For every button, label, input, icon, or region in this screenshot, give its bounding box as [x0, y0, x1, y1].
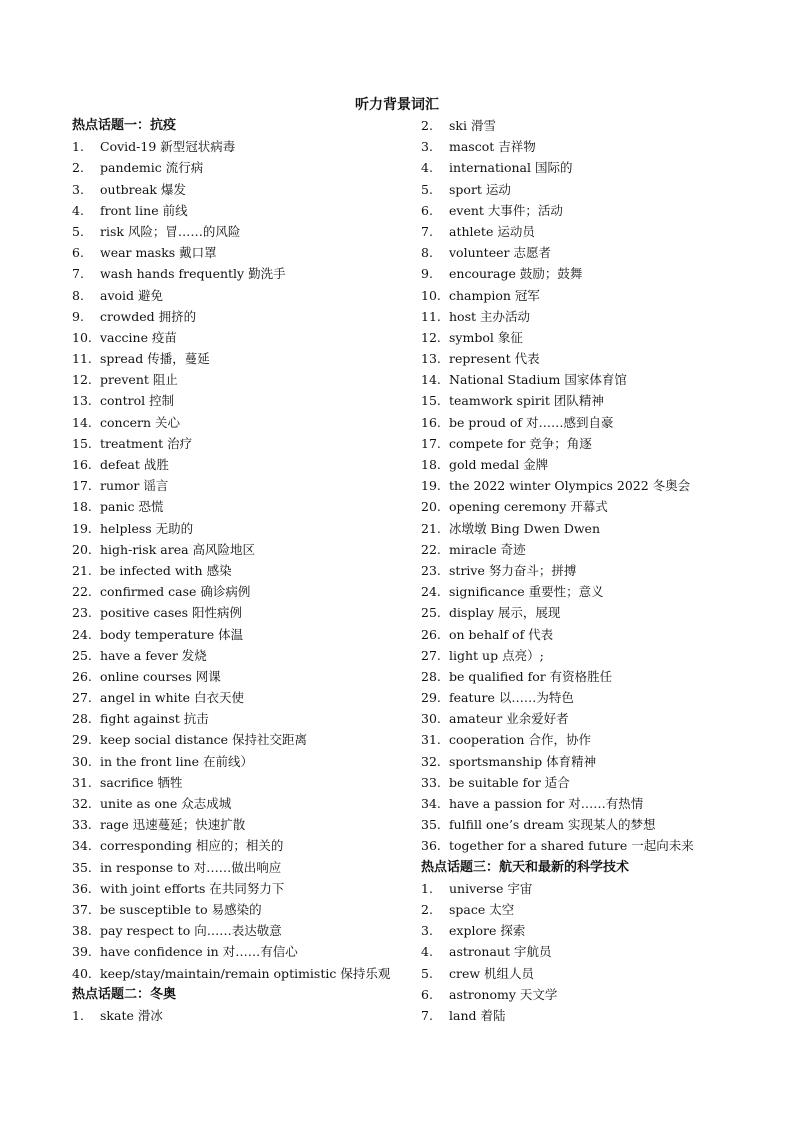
vocab-item — [72, 412, 412, 433]
item-text: front line 前线 — [100, 202, 188, 218]
item-text: the 2022 winter Olympics 2022 冬奥会 — [449, 478, 691, 494]
item-text: compete for 竞争；角逐 — [449, 435, 592, 451]
vocab-item — [421, 115, 751, 136]
item-number: 35. — [72, 859, 92, 875]
item-text: international 国际的 — [449, 160, 573, 176]
item-text: astronomy 天文学 — [449, 986, 558, 1002]
vocab-item — [72, 814, 412, 835]
vocab-item — [421, 920, 751, 941]
item-number: 3. — [421, 139, 433, 155]
item-number: 25. — [72, 647, 92, 663]
vocab-item — [421, 835, 751, 856]
item-text: 冰墩墩 Bing Dwen Dwen — [449, 520, 600, 536]
item-number: 37. — [72, 901, 92, 917]
item-text: feature 以……为特色 — [449, 690, 574, 706]
section-heading: 热点话题三：航天和最新的科学技术 — [421, 859, 630, 875]
vocab-item — [72, 327, 412, 348]
item-text: pandemic 流行病 — [100, 160, 204, 176]
item-number: 34. — [72, 838, 92, 854]
vocab-item — [421, 496, 751, 517]
vocab-item — [421, 179, 751, 200]
vocab-item — [72, 624, 412, 645]
item-text: skate 滑冰 — [100, 1007, 163, 1023]
item-text: miracle 奇迹 — [449, 541, 526, 557]
item-text: mascot 吉祥物 — [449, 139, 536, 155]
vocab-item — [72, 941, 412, 962]
item-number: 3. — [72, 181, 84, 197]
item-text: concern 关心 — [100, 414, 180, 430]
vocab-item — [72, 560, 412, 581]
item-text: sportsmanship 体育精神 — [449, 753, 597, 769]
item-number: 30. — [72, 753, 92, 769]
item-text: rumor 谣言 — [100, 478, 169, 494]
item-number: 15. — [421, 393, 441, 409]
item-text: encourage 鼓励；鼓舞 — [449, 266, 583, 282]
vocab-item — [421, 369, 751, 390]
vocab-item — [72, 666, 412, 687]
vocab-item — [421, 221, 751, 242]
vocab-item — [421, 793, 751, 814]
item-text: body temperature 体温 — [100, 626, 244, 642]
vocab-item — [421, 666, 751, 687]
vocab-item — [72, 496, 412, 517]
item-number: 19. — [421, 478, 441, 494]
vocab-item — [421, 645, 751, 666]
item-number: 23. — [421, 562, 441, 578]
vocab-item — [421, 1005, 751, 1026]
vocab-item — [421, 708, 751, 729]
item-number: 31. — [72, 774, 92, 790]
vocab-item — [421, 242, 751, 263]
vocab-item — [72, 200, 412, 221]
vocab-item — [421, 772, 751, 793]
item-text: keep social distance 保持社交距离 — [100, 732, 308, 748]
item-number: 13. — [421, 351, 441, 367]
item-number: 34. — [421, 796, 441, 811]
section-heading: 热点话题二：冬奥 — [72, 986, 177, 1002]
item-text: rage 迅速蔓延；快速扩散 — [100, 817, 246, 833]
vocab-item — [72, 263, 412, 284]
item-number: 1. — [72, 1007, 84, 1023]
vocab-item — [72, 729, 412, 750]
item-number: 10. — [421, 287, 441, 303]
item-text: light up 点亮）; — [449, 647, 544, 663]
vocab-item — [72, 136, 412, 157]
vocab-item — [421, 390, 751, 411]
item-number: 17. — [421, 435, 441, 451]
vocab-item — [72, 285, 412, 306]
item-text: corresponding 相应的；相关的 — [100, 838, 284, 854]
vocab-item — [72, 708, 412, 729]
item-text: ski 滑雪 — [449, 118, 496, 133]
vocab-item — [72, 835, 412, 856]
item-text: universe 宇宙 — [449, 880, 533, 896]
item-number: 28. — [421, 668, 441, 684]
item-number: 21. — [72, 562, 92, 578]
item-text: control 控制 — [100, 393, 175, 409]
item-text: cooperation 合作，协作 — [449, 732, 591, 748]
vocab-item — [421, 751, 751, 772]
item-text: land 着陆 — [449, 1007, 506, 1023]
item-text: crew 机组人员 — [449, 965, 535, 981]
item-number: 7. — [421, 223, 433, 239]
item-text: avoid 避免 — [100, 287, 164, 303]
item-text: have a fever 发烧 — [100, 647, 207, 663]
vocab-item — [421, 475, 751, 496]
vocab-item — [72, 475, 412, 496]
vocab-item — [72, 602, 412, 623]
item-text: space 太空 — [449, 901, 515, 917]
item-number: 20. — [421, 499, 441, 515]
item-text: in the front line 在前线） — [100, 753, 254, 769]
item-text: champion 冠军 — [449, 287, 540, 303]
item-number: 32. — [72, 796, 92, 811]
vocab-item — [421, 984, 751, 1005]
item-number: 8. — [72, 287, 84, 303]
item-text: wash hands frequently 勤洗手 — [100, 266, 286, 282]
item-text: together for a shared future 一起向未来 — [449, 838, 694, 854]
vocab-item — [421, 200, 751, 221]
item-number: 36. — [421, 838, 441, 854]
vocab-item — [72, 1005, 412, 1026]
item-number: 12. — [421, 329, 441, 345]
item-number: 19. — [72, 520, 92, 536]
page-title: 听力背景词汇 — [355, 97, 439, 113]
vocab-item — [72, 157, 412, 178]
item-text: risk 风险；冒……的风险 — [100, 223, 241, 239]
vocab-item — [72, 306, 412, 327]
item-text: be proud of 对……感到自豪 — [449, 414, 614, 430]
item-number: 6. — [72, 245, 84, 261]
item-text: National Stadium 国家体育馆 — [449, 372, 627, 388]
item-text: spread 传播，蔓延 — [100, 351, 210, 367]
vocab-item — [72, 518, 412, 539]
vocab-item — [72, 539, 412, 560]
vocab-item — [421, 306, 751, 327]
item-number: 7. — [421, 1007, 433, 1023]
vocab-item — [421, 412, 751, 433]
vocab-item — [421, 602, 751, 623]
vocab-item — [72, 179, 412, 200]
vocab-item — [421, 581, 751, 602]
item-text: defeat 战胜 — [100, 457, 169, 472]
item-text: be susceptible to 易感染的 — [100, 901, 262, 917]
vocab-item — [72, 857, 412, 878]
vocab-item — [72, 963, 412, 984]
item-text: panic 恐慌 — [100, 499, 164, 515]
vocab-item — [421, 539, 751, 560]
item-text: Covid-19 新型冠状病毒 — [100, 139, 236, 155]
item-number: 26. — [72, 668, 92, 684]
item-text: host 主办活动 — [449, 308, 530, 324]
item-text: be suitable for 适合 — [449, 774, 570, 790]
left-column — [72, 115, 412, 1026]
item-text: with joint efforts 在共同努力下 — [100, 880, 285, 896]
item-number: 2. — [421, 118, 433, 133]
item-text: wear masks 戴口罩 — [100, 245, 217, 261]
item-number: 5. — [421, 965, 433, 981]
vocab-item — [72, 899, 412, 920]
item-text: explore 探索 — [449, 923, 526, 939]
vocab-item — [421, 263, 751, 284]
vocab-item — [421, 560, 751, 581]
item-text: crowded 拥挤的 — [100, 308, 197, 324]
item-number: 35. — [421, 817, 441, 833]
item-number: 24. — [421, 584, 441, 600]
vocab-item — [421, 454, 751, 475]
item-number: 24. — [72, 626, 92, 642]
item-number: 4. — [72, 202, 84, 218]
item-text: prevent 阻止 — [100, 372, 178, 388]
item-text: sacrifice 牺牲 — [100, 774, 183, 790]
item-text: amateur 业余爱好者 — [449, 711, 569, 727]
vocab-item — [72, 433, 412, 454]
item-text: on behalf of 代表 — [449, 626, 554, 642]
item-number: 13. — [72, 393, 92, 409]
item-number: 32. — [421, 753, 441, 769]
item-number: 22. — [72, 584, 92, 600]
vocab-item — [72, 645, 412, 666]
item-number: 22. — [421, 541, 441, 557]
item-text: online courses 网课 — [100, 668, 221, 684]
item-number: 28. — [72, 711, 92, 727]
item-number: 30. — [421, 711, 441, 727]
item-number: 16. — [421, 414, 441, 430]
item-number: 9. — [421, 266, 433, 282]
vocab-item — [421, 878, 751, 899]
item-text: unite as one 众志成城 — [100, 796, 232, 811]
item-text: outbreak 爆发 — [100, 181, 186, 197]
item-number: 23. — [72, 605, 92, 621]
item-text: volunteer 志愿者 — [449, 245, 551, 261]
item-number: 20. — [72, 541, 92, 557]
item-number: 5. — [72, 223, 84, 239]
item-text: astronaut 宇航员 — [449, 944, 552, 960]
vocab-item — [421, 941, 751, 962]
item-text: fulfill one’s dream 实现某人的梦想 — [449, 817, 656, 833]
item-text: sport 运动 — [449, 181, 511, 197]
vocab-item — [72, 793, 412, 814]
item-number: 10. — [72, 329, 92, 345]
vocab-item — [421, 814, 751, 835]
item-number: 29. — [72, 732, 92, 748]
item-number: 15. — [72, 435, 92, 451]
item-text: have a passion for 对……有热情 — [449, 796, 644, 811]
item-text: symbol 象征 — [449, 329, 523, 345]
item-text: treatment 治疗 — [100, 435, 193, 451]
item-text: strive 努力奋斗；拼搏 — [449, 562, 577, 578]
item-text: have confidence in 对……有信心 — [100, 944, 298, 960]
item-text: teamwork spirit 团队精神 — [449, 393, 604, 409]
section-heading: 热点话题一：抗疫 — [72, 118, 177, 133]
item-number: 25. — [421, 605, 441, 621]
item-number: 8. — [421, 245, 433, 261]
item-text: keep/stay/maintain/remain optimistic 保持乐观 — [100, 965, 391, 981]
vocab-item — [421, 136, 751, 157]
item-text: in response to 对……做出响应 — [100, 859, 282, 875]
item-number: 11. — [72, 351, 92, 367]
item-text: gold medal 金牌 — [449, 457, 549, 472]
vocab-item — [421, 729, 751, 750]
item-number: 14. — [421, 372, 441, 388]
item-number: 12. — [72, 372, 92, 388]
vocab-item — [72, 920, 412, 941]
vocab-item — [421, 285, 751, 306]
vocab-item — [421, 687, 751, 708]
item-number: 16. — [72, 457, 92, 472]
item-text: high-risk area 高风险地区 — [100, 541, 256, 557]
item-number: 14. — [72, 414, 92, 430]
item-number: 2. — [72, 160, 84, 176]
vocab-item — [72, 751, 412, 772]
item-text: fight against 抗击 — [100, 711, 209, 727]
item-number: 18. — [72, 499, 92, 515]
item-number: 36. — [72, 880, 92, 896]
vocab-item — [72, 454, 412, 475]
item-text: pay respect to 向……表达敬意 — [100, 923, 282, 939]
item-number: 21. — [421, 520, 441, 536]
item-text: confirmed case 确诊病例 — [100, 584, 251, 600]
item-text: helpless 无助的 — [100, 520, 194, 536]
vocab-item — [72, 772, 412, 793]
item-number: 27. — [72, 690, 92, 706]
item-number: 40. — [72, 965, 92, 981]
vocab-item — [72, 221, 412, 242]
item-number: 27. — [421, 647, 441, 663]
vocab-item — [421, 348, 751, 369]
item-number: 3. — [421, 923, 433, 939]
vocab-item — [421, 624, 751, 645]
vocab-item — [421, 518, 751, 539]
vocab-item — [421, 433, 751, 454]
item-number: 9. — [72, 308, 84, 324]
item-text: positive cases 阳性病例 — [100, 605, 243, 621]
item-text: be infected with 感染 — [100, 562, 232, 578]
item-number: 5. — [421, 181, 433, 197]
item-number: 6. — [421, 202, 433, 218]
item-text: angel in white 白衣天使 — [100, 690, 245, 706]
vocab-item — [72, 348, 412, 369]
item-text: vaccine 疫苗 — [100, 329, 177, 345]
item-number: 7. — [72, 266, 84, 282]
vocab-item — [421, 963, 751, 984]
item-number: 39. — [72, 944, 92, 960]
item-number: 31. — [421, 732, 441, 748]
item-number: 29. — [421, 690, 441, 706]
item-number: 1. — [72, 139, 84, 155]
item-number: 4. — [421, 944, 433, 960]
item-text: significance 重要性；意义 — [449, 584, 604, 600]
item-number: 1. — [421, 880, 433, 896]
item-text: display 展示，展现 — [449, 605, 561, 621]
vocab-item — [421, 899, 751, 920]
item-number: 18. — [421, 457, 441, 472]
item-text: event 大事件；活动 — [449, 202, 563, 218]
vocab-item — [72, 369, 412, 390]
item-number: 33. — [72, 817, 92, 833]
vocab-item — [72, 878, 412, 899]
vocab-item — [72, 581, 412, 602]
item-number: 11. — [421, 308, 441, 324]
item-text: represent 代表 — [449, 351, 540, 367]
item-number: 33. — [421, 774, 441, 790]
vocab-item — [72, 687, 412, 708]
item-number: 38. — [72, 923, 92, 939]
vocab-item — [421, 157, 751, 178]
vocab-item — [421, 327, 751, 348]
vocab-item — [72, 242, 412, 263]
item-number: 6. — [421, 986, 433, 1002]
item-number: 2. — [421, 901, 433, 917]
item-number: 26. — [421, 626, 441, 642]
item-number: 17. — [72, 478, 92, 494]
vocab-item — [72, 390, 412, 411]
item-text: be qualified for 有资格胜任 — [449, 668, 613, 684]
right-column — [421, 115, 751, 1026]
item-number: 4. — [421, 160, 433, 176]
item-text: athlete 运动员 — [449, 223, 535, 239]
item-text: opening ceremony 开幕式 — [449, 499, 608, 515]
